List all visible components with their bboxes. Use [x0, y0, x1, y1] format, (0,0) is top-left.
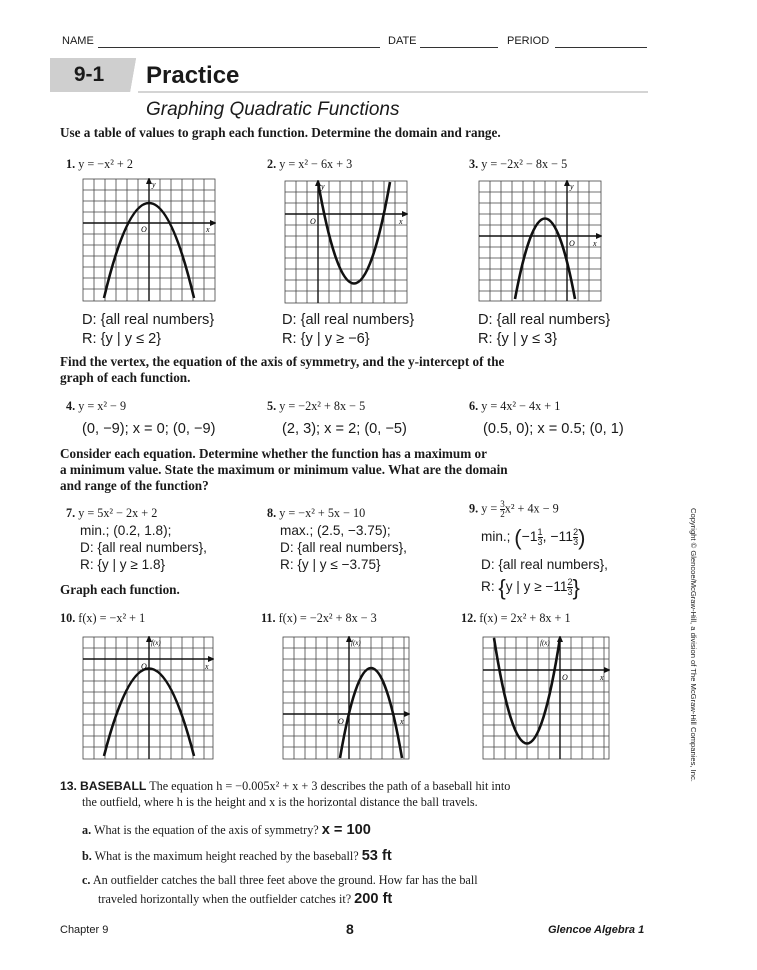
date-line[interactable] — [420, 47, 498, 48]
problem-12-label — [461, 611, 571, 626]
fx-axis-label: f(x) — [540, 639, 550, 647]
problem-13c — [82, 873, 478, 888]
page-title: Practice — [146, 62, 240, 89]
problem-13b — [82, 848, 392, 864]
problem-13c-line-2 — [98, 891, 392, 907]
x-axis-label: x — [205, 662, 209, 671]
problem-11-label — [261, 611, 377, 626]
problem-7-label — [66, 506, 157, 521]
problem-9-label — [469, 500, 559, 519]
answer-7-line-2: D: {all real numbers}, — [80, 540, 207, 555]
part-question-line-2: traveled horizontally when the outfielder catches it? — [98, 892, 352, 906]
instruction-2-line-1: Find the vertex, the equation of the axis of symmetry, and the y-intercept of the — [60, 354, 505, 369]
answer-9-range-set: {y | y ≥ −11 $\frac{2}{3}$ } — [498, 575, 580, 600]
problem-number: 8. — [267, 506, 277, 520]
date-label: DATE — [388, 35, 417, 47]
part-answer: 200 ft — [354, 891, 393, 907]
problem-number: 4. — [66, 399, 76, 413]
instruction-3-line-2: a minimum value. State the maximum or minimum value. What are the domain — [60, 462, 508, 477]
problem-number: 2. — [267, 157, 277, 171]
problem-equation: y = 4x² − 4x + 1 — [481, 399, 561, 413]
origin-label: O — [338, 717, 344, 726]
problem-number: 13. — [60, 779, 77, 793]
answer-9-line-3 — [481, 575, 580, 600]
problem-equation: y = −x² + 2 — [78, 157, 133, 171]
problem-equation-suffix: x² + 4x − 9 — [504, 501, 559, 516]
graph-11 — [282, 636, 410, 760]
part-label: b. — [82, 849, 92, 863]
instruction-2-line-2: graph of each function. — [60, 370, 191, 385]
answer-1-range: R: {y | y ≤ 2} — [82, 331, 162, 347]
answer-7-line-1: min.; (0.2, 1.8); — [80, 523, 172, 538]
problem-13 — [60, 779, 510, 794]
y-axis-label: y — [570, 182, 574, 191]
problem-number: 3. — [469, 157, 479, 171]
problem-equation: f(x) = −2x² + 8x − 3 — [278, 611, 377, 625]
problem-number: 10. — [60, 611, 76, 625]
graph-2 — [284, 180, 408, 304]
answer-3-domain: D: {all real numbers} — [478, 312, 611, 328]
fraction-numerator: 3 — [500, 499, 505, 509]
part-question-line-1: An outfielder catches the ball three feet above the ground. How far has the ball — [92, 873, 478, 887]
problem-10-label — [60, 611, 145, 626]
problem-number: 7. — [66, 506, 76, 520]
origin-label: O — [562, 673, 568, 682]
footer-page-number: 8 — [346, 921, 354, 937]
part-label: a. — [82, 823, 92, 837]
answer-2-domain: D: {all real numbers} — [282, 312, 415, 328]
x-axis-label: x — [593, 239, 597, 248]
x-axis-label: x — [399, 217, 403, 226]
problem-2-label — [267, 157, 352, 172]
period-line[interactable] — [555, 47, 647, 48]
origin-label: O — [141, 225, 147, 234]
instruction-4: Graph each function. — [60, 582, 180, 597]
graph-10 — [82, 636, 214, 760]
banner-rule — [138, 91, 648, 93]
answer-8-line-1: max.; (2.5, −3.75); — [280, 523, 391, 538]
problem-number: 11. — [261, 611, 276, 625]
answer-8-line-2: D: {all real numbers}, — [280, 540, 407, 555]
copyright-notice: Copyright © Glencoe/McGraw-Hill, a division of The McGraw-Hill Companies, Inc. — [689, 508, 698, 782]
graph-3 — [478, 180, 602, 302]
instruction-3-line-1: Consider each equation. Determine whether the function has a maximum or — [60, 446, 487, 461]
period-label: PERIOD — [507, 35, 550, 47]
answer-2-range: R: {y | y ≥ −6} — [282, 331, 370, 347]
problem-number: 12. — [461, 611, 477, 625]
problem-13-text-line-1: The equation h = −0.005x² + x + 3 describes the path of a baseball hit into — [149, 779, 511, 793]
footer-chapter: Chapter 9 — [60, 924, 109, 936]
name-label: NAME — [62, 35, 94, 47]
answer-4: (0, −9); x = 0; (0, −9) — [82, 421, 216, 437]
fx-axis-label: f(x) — [351, 639, 361, 647]
problem-number: 6. — [469, 399, 479, 413]
problem-number: 5. — [267, 399, 277, 413]
graph-1 — [82, 178, 216, 302]
answer-9-line-1 — [481, 525, 586, 550]
problem-equation-prefix: y = — [481, 501, 501, 516]
problem-3-label — [469, 157, 567, 172]
graph-12 — [482, 636, 610, 760]
x-axis-label: x — [206, 225, 210, 234]
problem-8-label — [267, 506, 365, 521]
lesson-number: 9-1 — [50, 58, 128, 92]
instruction-1: Use a table of values to graph each function. Determine the domain and range. — [60, 125, 501, 140]
part-question: What is the maximum height reached by the baseball? — [94, 849, 359, 863]
answer-9-min: min.; — [481, 529, 511, 545]
fx-axis-label: f(x) — [151, 639, 161, 647]
instruction-3-line-3: and range of the function? — [60, 478, 209, 493]
fraction-denominator: 2 — [500, 509, 505, 519]
part-label: c. — [82, 873, 91, 887]
part-answer: 53 ft — [361, 848, 392, 864]
answer-5: (2, 3); x = 2; (0, −5) — [282, 421, 407, 437]
answer-9-range-label: R: — [481, 579, 495, 595]
answer-3-range: R: {y | y ≤ 3} — [478, 331, 558, 347]
problem-topic: BASEBALL — [80, 779, 147, 793]
y-axis-label: y — [321, 182, 325, 191]
problem-number: 1. — [66, 157, 76, 171]
y-axis-label: y — [152, 180, 156, 189]
origin-label: O — [141, 662, 147, 671]
answer-1-domain: D: {all real numbers} — [82, 312, 215, 328]
problem-equation: y = x² − 9 — [78, 399, 127, 413]
problem-6-label — [469, 399, 560, 414]
problem-13a — [82, 822, 371, 838]
origin-label: O — [310, 217, 316, 226]
problem-equation: f(x) = 2x² + 8x + 1 — [479, 611, 571, 625]
footer-book-title: Glencoe Algebra 1 — [548, 924, 645, 936]
problem-1-label — [66, 157, 133, 172]
x-axis-label: x — [600, 673, 604, 682]
problem-equation: y = −x² + 5x − 10 — [279, 506, 366, 520]
banner-divider — [128, 58, 138, 92]
x-axis-label: x — [400, 717, 404, 726]
problem-number: 9. — [469, 501, 479, 516]
answer-8-line-3: R: {y | y ≤ −3.75} — [280, 557, 381, 572]
answer-6: (0.5, 0); x = 0.5; (0, 1) — [483, 421, 624, 437]
problem-equation: y = −2x² + 8x − 5 — [279, 399, 366, 413]
problem-equation: f(x) = −x² + 1 — [78, 611, 146, 625]
problem-equation: y = −2x² − 8x − 5 — [481, 157, 568, 171]
problem-4-label — [66, 399, 126, 414]
problem-equation: y = x² − 6x + 3 — [279, 157, 353, 171]
answer-9-line-2: D: {all real numbers}, — [481, 557, 608, 572]
name-line[interactable] — [98, 47, 380, 48]
answer-9-vertex: (−1 $\frac{1}{3}$ , −11 $\frac{2}{3}$ ) — [514, 525, 586, 550]
answer-7-line-3: R: {y | y ≥ 1.8} — [80, 557, 166, 572]
problem-13-text-line-2: the outfield, where h is the height and x is the horizontal distance the ball travels. — [82, 795, 478, 809]
problem-5-label — [267, 399, 365, 414]
part-answer: x = 100 — [321, 822, 371, 838]
origin-label: O — [569, 239, 575, 248]
page-subtitle: Graphing Quadratic Functions — [146, 99, 400, 120]
part-question: What is the equation of the axis of symmetry? — [93, 823, 319, 837]
problem-equation: y = 5x² − 2x + 2 — [78, 506, 158, 520]
